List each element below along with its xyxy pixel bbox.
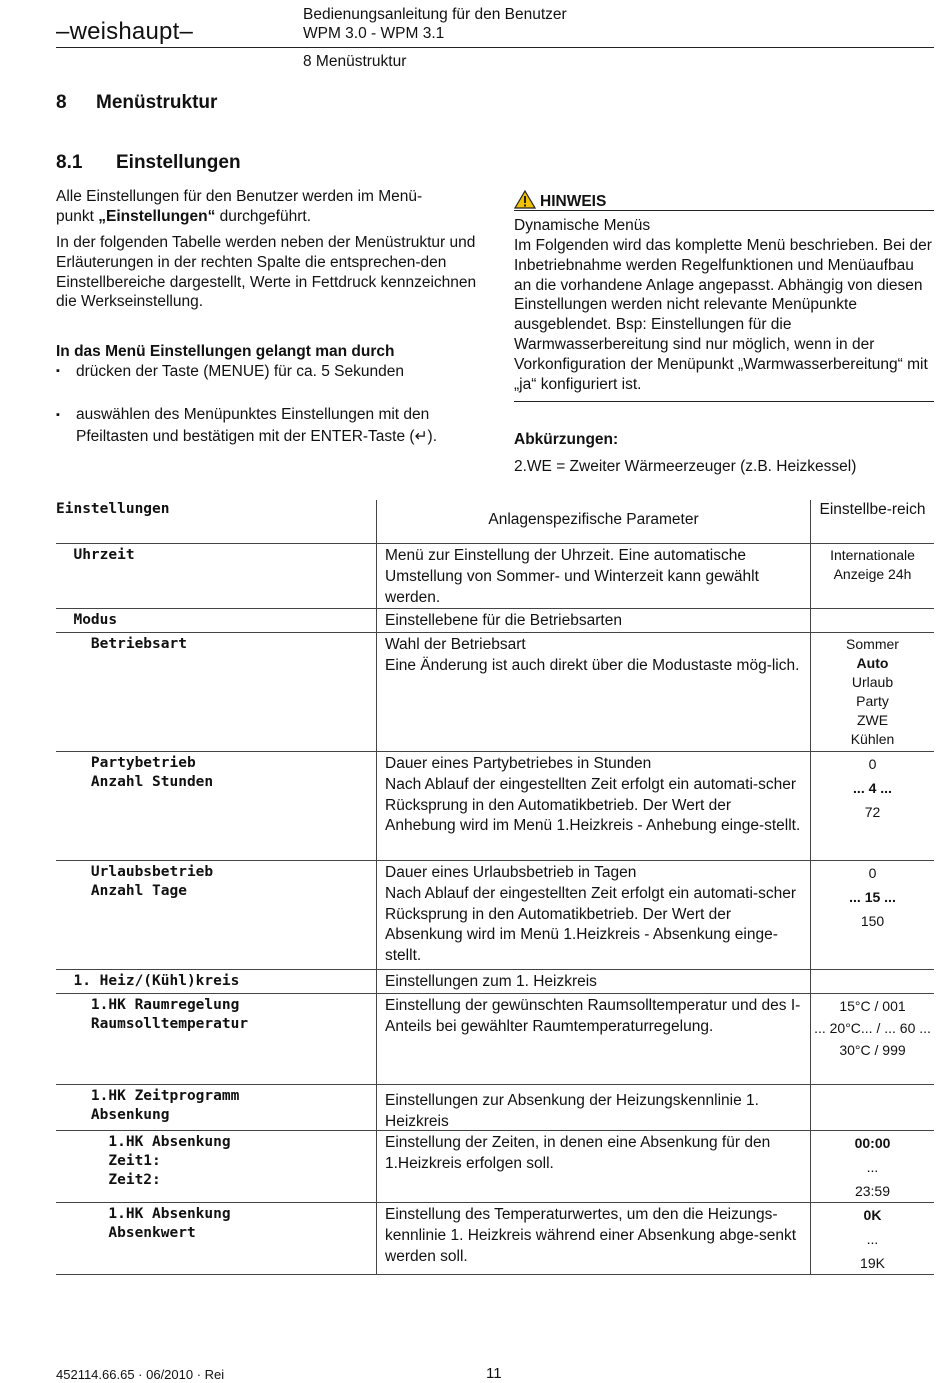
menu-entry: 1.HK Raumregelung Raumsolltemperatur	[90, 997, 249, 1032]
row-range: Internationale Anzeige 24h	[810, 544, 934, 608]
menu-column-header: Einstellungen	[56, 501, 170, 517]
notice-heading: HINWEIS	[514, 190, 934, 215]
table-row	[56, 861, 934, 970]
row-description: Wahl der Betriebsart Eine Änderung ist auch direkt über die Modustaste mög-lich.	[376, 633, 810, 751]
header-rule	[56, 47, 934, 48]
table-row	[56, 544, 934, 609]
how-to-heading: In das Menü Einstellungen gelangt man durch	[56, 343, 395, 360]
row-description: Einstellungen zum 1. Heizkreis	[376, 970, 810, 993]
row-range: Sommer Auto Urlaub Party ZWE Kühlen	[810, 633, 934, 751]
page-number: 11	[486, 1365, 502, 1382]
intro-paragraph-2: In der folgenden Tabelle werden neben der Menüstruktur und Erläuterungen in der rechten Spalte die entsprechen-den Einstellbereiche dargestellt, Werte in Fettdruck kennzeichnen die Werkseinstellung.	[56, 234, 477, 311]
row-range: 0 ... 4 ... 72	[810, 752, 934, 860]
abbreviations-text: 2.WE = Zweiter Wärmeerzeuger (z.B. Heizkessel)	[514, 458, 857, 475]
row-description: Einstellebene für die Betriebsarten	[376, 609, 810, 632]
bullet-item: ▪ auswählen des Menüpunktes Einstellungen mit den Pfeiltasten und bestätigen mit der ENTER-Taste (↵).	[56, 404, 486, 448]
menu-entry: 1. Heiz/(Kühl)kreis	[56, 973, 240, 989]
row-description: Einstellung der Zeiten, in denen eine Absenkung für den 1.Heizkreis erfolgen soll.	[376, 1131, 810, 1202]
table-row	[56, 752, 934, 861]
table-row	[56, 994, 934, 1085]
warning-icon	[514, 190, 536, 215]
row-range	[810, 1085, 934, 1130]
row-range: 00:00 ... 23:59	[810, 1131, 934, 1202]
document-title: Bedienungsanleitung für den Benutzer	[303, 6, 567, 23]
notice-text: Im Folgenden wird das komplette Menü beschrieben. Bei der Inbetriebnahme werden Regelfunktionen und Menüaufbau an die vorhandene Anlage angepasst. Abhängig von diesen Einstellungen werden nicht relevante Menüpunkte ausgeblendet. Bsp: Einstellungen für die Warmwasserbereitung sind nur möglich, wenn in der Vorkonfiguration der Menüpunkt „Warmwasserbereitung“ mit „ja“ konfiguriert ist.	[514, 237, 932, 393]
chapter-heading: 8 Menüstruktur	[56, 92, 218, 113]
table-row	[56, 609, 934, 633]
menu-entry: Modus	[56, 612, 118, 628]
table-row	[56, 970, 934, 994]
row-description: Dauer eines Urlaubsbetrieb in Tagen Nach Ablauf der eingestellten Zeit erfolgt ein automati-scher Rücksprung in den Automatikbetrieb. Der Wert der Absenkung wird im Menü 1.Heizkreis - Absenkung einge-stellt.	[376, 861, 810, 969]
row-description: Menü zur Einstellung der Uhrzeit. Eine automatische Umstellung von Sommer- und Winterzeit kann gewählt werden.	[376, 544, 810, 608]
row-range: 15°C / 001 ... 20°C... / ... 60 ... 30°C / 999	[810, 994, 934, 1084]
table-header-row	[56, 500, 934, 544]
row-range: 0K ... 19K	[810, 1203, 934, 1274]
document-number: 452114.66.65 · 06/2010 · Rei	[56, 1367, 225, 1382]
header-section: 8 Menüstruktur	[303, 53, 407, 70]
bullet-item: ▪ drücken der Taste (MENUE) für ca. 5 Sekunden	[56, 362, 508, 382]
table-row	[56, 1085, 934, 1131]
params-column-header: Anlagenspezifische Parameter	[376, 500, 810, 543]
menu-entry: Partybetrieb Anzahl Stunden	[90, 755, 214, 790]
table-row	[56, 633, 934, 752]
intro-paragraph-1: Alle Einstellungen für den Benutzer werden im Menü-punkt „Einstellungen“ durchgeführt.	[56, 188, 423, 225]
menu-entry: 1.HK Absenkung Absenkwert	[108, 1206, 231, 1241]
notice-bottom-rule	[514, 401, 934, 402]
menu-entry: Uhrzeit	[56, 547, 135, 563]
document-model: WPM 3.0 - WPM 3.1	[303, 25, 445, 42]
row-description: Dauer eines Partybetriebes in Stunden Nach Ablauf der eingestellten Zeit erfolgt ein automati-scher Rücksprung in den Automatikbetrieb. Der Wert der Anhebung wird im Menü 1.Heizkreis - Anhebung einge-stellt.	[376, 752, 810, 860]
menu-entry: Betriebsart	[56, 636, 187, 652]
table-row	[56, 1203, 934, 1275]
row-range	[810, 609, 934, 632]
range-column-header: Einstellbe-reich	[810, 500, 934, 543]
notice-subtitle: Dynamische Menüs	[514, 217, 651, 234]
notice-top-rule	[514, 210, 934, 211]
section-heading: 8.1 Einstellungen	[56, 152, 241, 173]
row-description: Einstellung des Temperaturwertes, um den die Heizungs-kennlinie 1. Heizkreis während einer Absenkung abge-senkt werden soll.	[376, 1203, 810, 1274]
weishaupt-logo: –weishaupt–	[56, 18, 193, 45]
row-range: 0 ... 15 ... 150	[810, 861, 934, 969]
abbreviations-heading: Abkürzungen:	[514, 431, 619, 448]
row-description: Einstellung der gewünschten Raumsolltemperatur und des I-Anteils bei gewählter Raumtemperaturregelung.	[376, 994, 810, 1084]
settings-table	[56, 500, 934, 1275]
table-row	[56, 1131, 934, 1203]
row-range	[810, 970, 934, 993]
menu-entry: 1.HK Zeitprogramm Absenkung	[90, 1088, 240, 1123]
menu-entry: 1.HK Absenkung Zeit1: Zeit2:	[108, 1134, 231, 1188]
menu-entry: Urlaubsbetrieb Anzahl Tage	[90, 864, 214, 899]
row-description: Einstellungen zur Absenkung der Heizungskennlinie 1. Heizkreis	[376, 1085, 810, 1130]
